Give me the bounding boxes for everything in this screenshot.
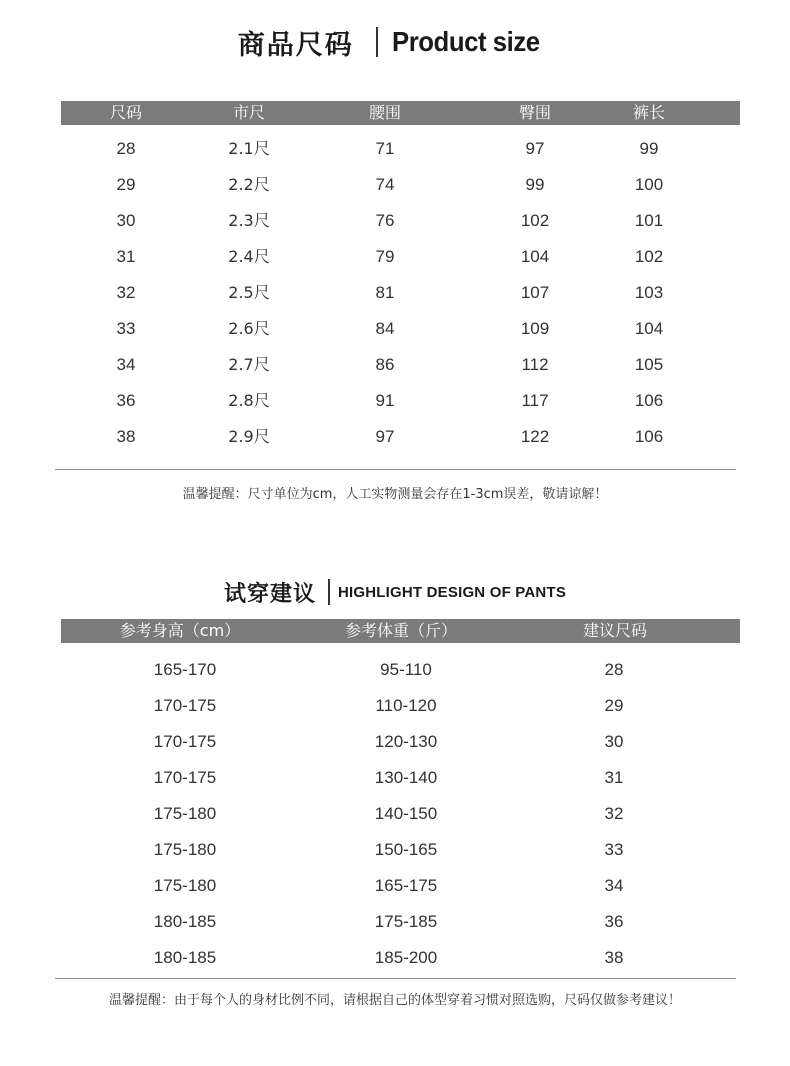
- table-cell: 97: [525, 139, 545, 158]
- table-cell: 175-185: [374, 912, 438, 931]
- table-cell: 2.3尺: [228, 211, 270, 230]
- table-cell: 95-110: [380, 660, 432, 679]
- table-cell: 76: [375, 211, 395, 230]
- table-cell: 102: [520, 211, 550, 230]
- table-cell: 180-185: [153, 948, 217, 967]
- table-cell: 175-180: [153, 804, 217, 823]
- table-cell: 107: [520, 283, 550, 302]
- table-row: [0, 688, 790, 724]
- table-cell: 31: [604, 768, 624, 787]
- table-row: [0, 940, 790, 976]
- table-row: [0, 347, 790, 383]
- table-cell: 2.9尺: [228, 427, 270, 446]
- table-cell: 29: [116, 175, 136, 194]
- table-row: [0, 311, 790, 347]
- table-cell: 79: [375, 247, 395, 266]
- table-cell: 97: [375, 427, 395, 446]
- table-cell: 38: [604, 948, 624, 967]
- table-cell: 32: [116, 283, 136, 302]
- size-title-en: Product size: [391, 26, 540, 57]
- table-cell: 2.2尺: [228, 175, 270, 194]
- table-cell: 33: [604, 840, 624, 859]
- table-cell: 112: [521, 355, 549, 374]
- table-cell: 28: [604, 660, 624, 679]
- table-cell: 34: [116, 355, 136, 374]
- header-length: 裤长: [632, 103, 666, 122]
- table-cell: 103: [634, 283, 664, 302]
- header-size: 尺码: [109, 103, 143, 122]
- table-cell: 2.6尺: [228, 319, 270, 338]
- table-cell: 180-185: [153, 912, 217, 931]
- table-cell: 175-180: [153, 840, 217, 859]
- table-cell: 170-175: [153, 768, 217, 787]
- table-cell: 109: [520, 319, 550, 338]
- table-row: [0, 167, 790, 203]
- table-cell: 165-175: [374, 876, 438, 895]
- fit-divider: [55, 978, 736, 979]
- title-separator: [328, 579, 330, 605]
- table-cell: 29: [604, 696, 624, 715]
- size-table-header: [61, 101, 740, 125]
- table-cell: 36: [604, 912, 624, 931]
- table-cell: 86: [375, 355, 395, 374]
- table-cell: 106: [634, 427, 664, 446]
- header-waist: 腰围: [368, 103, 402, 122]
- header-height: 参考身高（cm）: [119, 621, 241, 640]
- table-cell: 110-120: [375, 696, 437, 715]
- table-cell: 33: [116, 319, 136, 338]
- table-cell: 170-175: [153, 696, 217, 715]
- table-cell: 36: [116, 391, 136, 410]
- table-cell: 74: [375, 175, 395, 194]
- table-row: [0, 383, 790, 419]
- table-cell: 71: [375, 139, 395, 158]
- table-row: [0, 796, 790, 832]
- table-cell: 30: [116, 211, 136, 230]
- table-cell: 130-140: [374, 768, 438, 787]
- table-cell: 91: [375, 391, 395, 410]
- header-chi: 市尺: [232, 103, 266, 122]
- table-cell: 165-170: [153, 660, 217, 679]
- size-note: 温馨提醒：尺寸单位为cm，人工实物测量会存在1-3cm误差，敬请谅解！: [182, 487, 608, 502]
- title-separator: [376, 27, 378, 57]
- fit-title-cn: 试穿建议: [223, 581, 316, 607]
- table-cell: 104: [634, 319, 664, 338]
- table-cell: 31: [116, 247, 136, 266]
- size-section-title: [0, 20, 790, 64]
- header-suggested-size: 建议尺码: [582, 621, 648, 640]
- table-cell: 122: [520, 427, 550, 446]
- table-row: [0, 419, 790, 455]
- table-row: [0, 203, 790, 239]
- table-cell: 30: [604, 732, 624, 751]
- table-cell: 102: [634, 247, 664, 266]
- table-cell: 2.7尺: [228, 355, 270, 374]
- table-cell: 38: [116, 427, 136, 446]
- table-cell: 106: [634, 391, 664, 410]
- table-cell: 2.5尺: [228, 283, 270, 302]
- table-cell: 2.1尺: [228, 139, 270, 158]
- table-cell: 84: [375, 319, 395, 338]
- table-cell: 32: [604, 804, 624, 823]
- header-weight: 参考体重（斤）: [344, 621, 458, 640]
- table-cell: 81: [375, 283, 395, 302]
- table-cell: 150-165: [374, 840, 438, 859]
- table-cell: 104: [520, 247, 550, 266]
- table-row: [0, 904, 790, 940]
- table-cell: 34: [604, 876, 624, 895]
- table-row: [0, 652, 790, 688]
- fit-note: 温馨提醒：由于每个人的身材比例不同，请根据自己的体型穿着习惯对照选购，尺码仅做参考建议！: [108, 993, 681, 1008]
- table-cell: 170-175: [153, 732, 217, 751]
- table-cell: 2.8尺: [228, 391, 270, 410]
- table-cell: 28: [116, 139, 136, 158]
- table-row: [0, 131, 790, 167]
- table-cell: 175-180: [153, 876, 217, 895]
- table-cell: 101: [634, 211, 664, 230]
- table-row: [0, 724, 790, 760]
- size-divider: [55, 469, 736, 470]
- table-cell: 140-150: [374, 804, 438, 823]
- fit-section-title: [0, 574, 790, 610]
- table-row: [0, 275, 790, 311]
- table-cell: 99: [639, 139, 659, 158]
- fit-table-header: [61, 619, 740, 643]
- header-hip: 臀围: [518, 103, 552, 122]
- fit-title-en: HIGHLIGHT DESIGN OF PANTS: [337, 583, 567, 601]
- table-cell: 100: [634, 175, 664, 194]
- table-cell: 185-200: [374, 948, 438, 967]
- table-cell: 99: [525, 175, 545, 194]
- table-row: [0, 239, 790, 275]
- table-cell: 120-130: [374, 732, 438, 751]
- table-row: [0, 760, 790, 796]
- table-cell: 2.4尺: [228, 247, 270, 266]
- table-row: [0, 832, 790, 868]
- table-row: [0, 868, 790, 904]
- table-cell: 117: [521, 391, 549, 410]
- size-title-cn: 商品尺码: [237, 29, 354, 61]
- table-cell: 105: [634, 355, 664, 374]
